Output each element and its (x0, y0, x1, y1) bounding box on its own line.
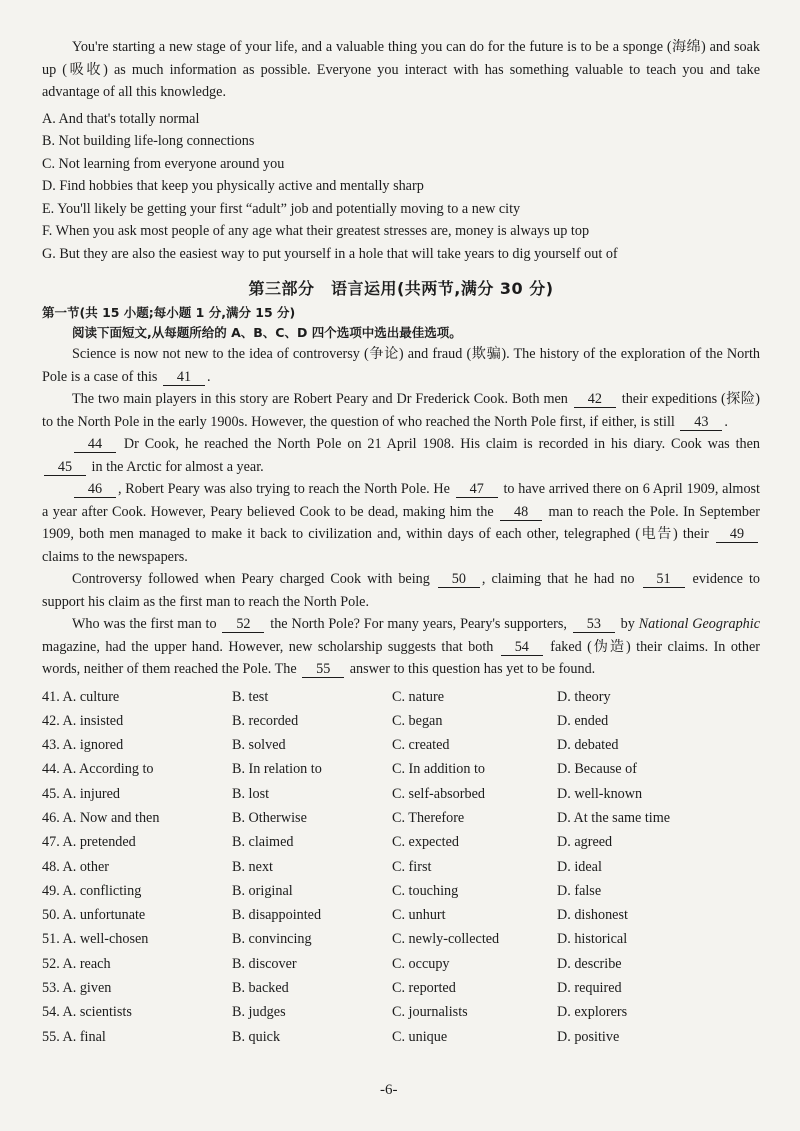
choice-b[interactable]: B. original (232, 882, 293, 899)
choice-c[interactable]: C. newly-collected (392, 931, 500, 948)
page-number: -6- (380, 1082, 398, 1098)
text-run: , Robert Peary was also trying to reach the North Pole. He (118, 481, 454, 497)
choice-c[interactable]: C. unique (392, 1028, 448, 1045)
text-run: magazine, had the upper hand. However, new scholarship suggests that both (42, 638, 499, 655)
choice-a[interactable]: 52. A. reach (42, 955, 111, 972)
choice-a[interactable]: 45. A. injured (42, 785, 121, 802)
blank-43: 43 (680, 415, 722, 431)
choice-a[interactable]: 54. A. scientists (42, 1004, 132, 1021)
question-row (42, 757, 760, 781)
passage-paragraph-4 (42, 478, 760, 568)
question-row (42, 879, 760, 903)
choice-d[interactable]: D. historical (557, 931, 628, 948)
choice-d[interactable]: D. At the same time (557, 809, 671, 826)
choice-d[interactable]: D. debated (557, 737, 619, 754)
blank-44: 44 (74, 437, 116, 453)
blank-41: 41 (163, 370, 205, 386)
choice-d[interactable]: D. theory (557, 688, 611, 705)
choice-a[interactable]: 50. A. unfortunate (42, 907, 146, 924)
blank-47: 47 (456, 482, 498, 498)
text-run: The two main players in this story are Robert Peary and Dr Frederick Cook. Both men (72, 391, 572, 407)
question-row (42, 709, 760, 733)
choice-d[interactable]: D. Because of (557, 761, 637, 778)
choice-a[interactable]: 51. A. well-chosen (42, 931, 149, 948)
question-row (42, 952, 760, 976)
choice-d[interactable]: D. required (557, 980, 622, 997)
choice-a[interactable]: 43. A. ignored (42, 737, 124, 754)
blank-55: 55 (302, 662, 344, 678)
question-row (42, 927, 760, 951)
choice-c[interactable]: C. expected (392, 834, 459, 851)
option-b: B. Not building life-long connections (42, 133, 255, 149)
choice-d[interactable]: D. explorers (557, 1004, 628, 1021)
blank-51: 51 (643, 572, 685, 588)
question-row (42, 733, 760, 757)
choice-b[interactable]: B. In relation to (232, 761, 322, 778)
choice-d[interactable]: D. false (557, 882, 602, 899)
text-run: to have arrived there on 6 April 1909, almost a year after Cook. However, Peary believed Cook to be dead, making him the (42, 481, 760, 520)
question-row (42, 806, 760, 830)
text-run: faked (伪造) their claims. In other words, neither of them reached the Pole. The (42, 638, 760, 677)
choice-a[interactable]: 46. A. Now and then (42, 809, 160, 826)
choice-b[interactable]: B. claimed (232, 834, 294, 851)
choice-c[interactable]: C. self-absorbed (392, 785, 485, 802)
choice-a[interactable]: 48. A. other (42, 858, 109, 875)
choice-b[interactable]: B. discover (232, 955, 297, 972)
choice-b[interactable]: B. next (232, 858, 273, 875)
choice-c[interactable]: C. occupy (392, 955, 450, 972)
choice-b[interactable]: B. solved (232, 737, 286, 754)
choice-d[interactable]: D. well-known (557, 785, 643, 802)
choice-d[interactable]: D. dishonest (557, 907, 628, 924)
blank-45: 45 (44, 460, 86, 476)
passage-paragraph-6 (42, 613, 760, 681)
passage-paragraph-3 (42, 433, 760, 478)
question-row (42, 830, 760, 854)
choice-a[interactable]: 49. A. conflicting (42, 882, 142, 899)
choice-a[interactable]: 41. A. culture (42, 688, 120, 705)
choice-d[interactable]: D. ended (557, 712, 609, 729)
choice-c[interactable]: C. journalists (392, 1004, 468, 1021)
options-list (42, 108, 760, 266)
choice-d[interactable]: D. positive (557, 1028, 620, 1045)
choice-b[interactable]: B. judges (232, 1004, 286, 1021)
text-run: Controversy followed when Peary charged Cook with being (72, 571, 436, 587)
blank-52: 52 (222, 617, 264, 633)
section-title: 第三部分 语言运用(共两节,满分 30 分) (248, 279, 554, 298)
choice-c[interactable]: C. created (392, 737, 450, 754)
choice-b[interactable]: B. Otherwise (232, 809, 307, 826)
passage-paragraph-1 (42, 343, 760, 388)
text-run: the North Pole? For many years, Peary's supporters, (266, 616, 571, 632)
option-g: G. But they are also the easiest way to put yourself in a hole that will take years to dig yourself out of (42, 245, 618, 262)
text-run: . (207, 368, 211, 385)
blank-49: 49 (716, 527, 758, 543)
choice-b[interactable]: B. disappointed (232, 907, 322, 924)
choice-a[interactable]: 55. A. final (42, 1028, 106, 1045)
choice-c[interactable]: C. first (392, 858, 432, 875)
blank-48: 48 (500, 505, 542, 521)
choice-b[interactable]: B. lost (232, 785, 270, 802)
option-c: C. Not learning from everyone around you (42, 155, 285, 172)
text-run: evidence to support his claim as the first man to reach the North Pole. (42, 571, 760, 610)
blank-42: 42 (574, 392, 616, 408)
choice-c[interactable]: C. In addition to (392, 761, 486, 778)
question-row (42, 855, 760, 879)
text-run: . (724, 413, 728, 430)
text-run: , claiming that he had no (481, 571, 641, 587)
choice-c[interactable]: C. began (392, 712, 443, 729)
text-run: answer to this question has yet to be found. (346, 661, 596, 677)
question-row (42, 976, 760, 1000)
text-run: by (616, 616, 639, 632)
question-row (42, 1000, 760, 1024)
choice-d[interactable]: D. agreed (557, 834, 613, 851)
question-options-table (42, 685, 760, 1049)
option-a: A. And that's totally normal (42, 110, 200, 127)
text-run: claims to the newspapers. (42, 548, 188, 565)
magazine-name: National Geographic (638, 616, 761, 632)
instruction: 阅读下面短文,从每题所给的 A、B、C、D 四个选项中选出最佳选项。 (72, 325, 462, 340)
question-row (42, 782, 760, 806)
option-f: F. When you ask most people of any age what their greatest stresses are, money is always up top (42, 223, 590, 239)
choice-c[interactable]: C. nature (392, 688, 445, 705)
option-e: E. You'll likely be getting your first “adult” job and potentially moving to a new city (42, 200, 521, 217)
passage-paragraph-2 (42, 388, 760, 433)
intro-paragraph: You're starting a new stage of your life, and a valuable thing you can do for the future is to be a sponge (海绵) and soak up (吸收) as much information as possible. Everyone you interact with has something valuable to teach you and take advantage of all this knowledge. (42, 39, 760, 100)
subsection-title: 第一节(共 15 小题;每小题 1 分,满分 15 分) (42, 305, 296, 320)
text-run: Science is now not new to the idea of controversy (争论) and fraud (欺骗). The history of the exploration of the North Pole is a case of this (42, 346, 760, 385)
choice-b[interactable]: B. convincing (232, 931, 312, 948)
question-row (42, 1025, 760, 1049)
choice-a[interactable]: 44. A. According to (42, 761, 154, 778)
choice-c[interactable]: C. Therefore (392, 809, 465, 826)
choice-c[interactable]: C. reported (392, 980, 456, 997)
blank-46: 46 (74, 482, 116, 498)
choice-d[interactable]: D. ideal (557, 858, 602, 875)
choice-c[interactable]: C. touching (392, 882, 459, 899)
choice-a[interactable]: 53. A. given (42, 980, 112, 997)
choice-d[interactable]: D. describe (557, 955, 622, 972)
passage-paragraph-5 (42, 568, 760, 613)
choice-a[interactable]: 42. A. insisted (42, 712, 124, 729)
blank-50: 50 (438, 572, 480, 588)
text-run: Who was the first man to (72, 616, 221, 632)
text-run: in the Arctic for almost a year. (88, 458, 264, 475)
option-d: D. Find hobbies that keep you physically active and mentally sharp (42, 178, 424, 194)
text-run: man to reach the Pole. In September 1909, both men managed to make it back to civilization and, within days of each other, telegraphed (电告) their (42, 503, 761, 542)
question-row (42, 903, 760, 927)
choice-b[interactable]: B. quick (232, 1028, 281, 1045)
choice-c[interactable]: C. unhurt (392, 907, 446, 924)
choice-b[interactable]: B. recorded (232, 712, 299, 729)
choice-b[interactable]: B. test (232, 688, 269, 705)
choice-b[interactable]: B. backed (232, 980, 289, 997)
blank-54: 54 (501, 640, 543, 656)
text-run: their expeditions (探险) to the North Pole in the early 1900s. However, the question of who reached the North Pole first, if either, is still (42, 391, 760, 430)
text-run: Dr Cook, he reached the North Pole on 21 April 1908. His claim is recorded in his diary. Cook was then (118, 436, 760, 452)
choice-a[interactable]: 47. A. pretended (42, 834, 136, 851)
question-row (42, 685, 760, 709)
blank-53: 53 (573, 617, 615, 633)
